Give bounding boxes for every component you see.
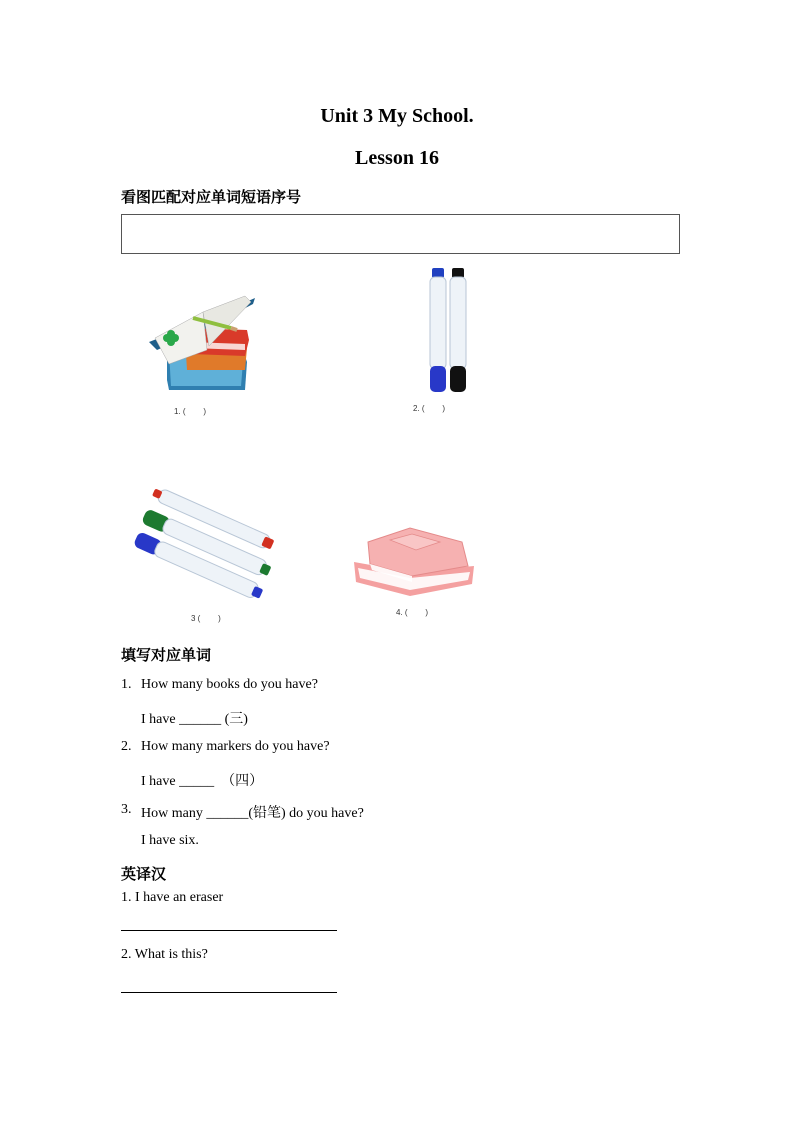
answer-box[interactable]: [121, 214, 680, 254]
answer-line[interactable]: I have _____ （四）: [141, 774, 264, 789]
translate-item: 2. What is this?: [121, 947, 208, 962]
answer-line: I have six.: [141, 833, 199, 848]
section-heading-matching: 看图匹配对应单词短语序号: [121, 188, 302, 206]
two-markers-picture: [426, 268, 472, 396]
match-label-1: 1. ( ): [174, 407, 207, 416]
match-label-2: 2. ( ): [413, 404, 446, 413]
match-label-4: 4. ( ): [396, 608, 429, 617]
unit-title: Unit 3 My School.: [320, 105, 474, 127]
question-text: How many books do you have?: [141, 677, 318, 692]
translate-item: 1. I have an eraser: [121, 890, 224, 905]
books-stack-picture: [145, 290, 260, 400]
question-text[interactable]: How many ______(铅笔) do you have?: [141, 806, 364, 821]
lesson-title: Lesson 16: [355, 147, 439, 169]
answer-line[interactable]: I have ______ (三): [141, 712, 248, 727]
match-label-3: 3 ( ): [191, 614, 221, 623]
pink-books-picture: [350, 522, 478, 600]
question-number: 1.: [121, 677, 132, 692]
question-number: 3.: [121, 802, 132, 817]
section-heading-fill-in: 填写对应单词: [121, 646, 212, 664]
question-text: How many markers do you have?: [141, 739, 330, 754]
translate-answer-line[interactable]: [121, 930, 337, 931]
three-markers-picture: [135, 486, 285, 601]
question-number: 2.: [121, 739, 132, 754]
section-heading-translate: 英译汉: [121, 865, 167, 883]
translate-answer-line[interactable]: [121, 992, 337, 993]
